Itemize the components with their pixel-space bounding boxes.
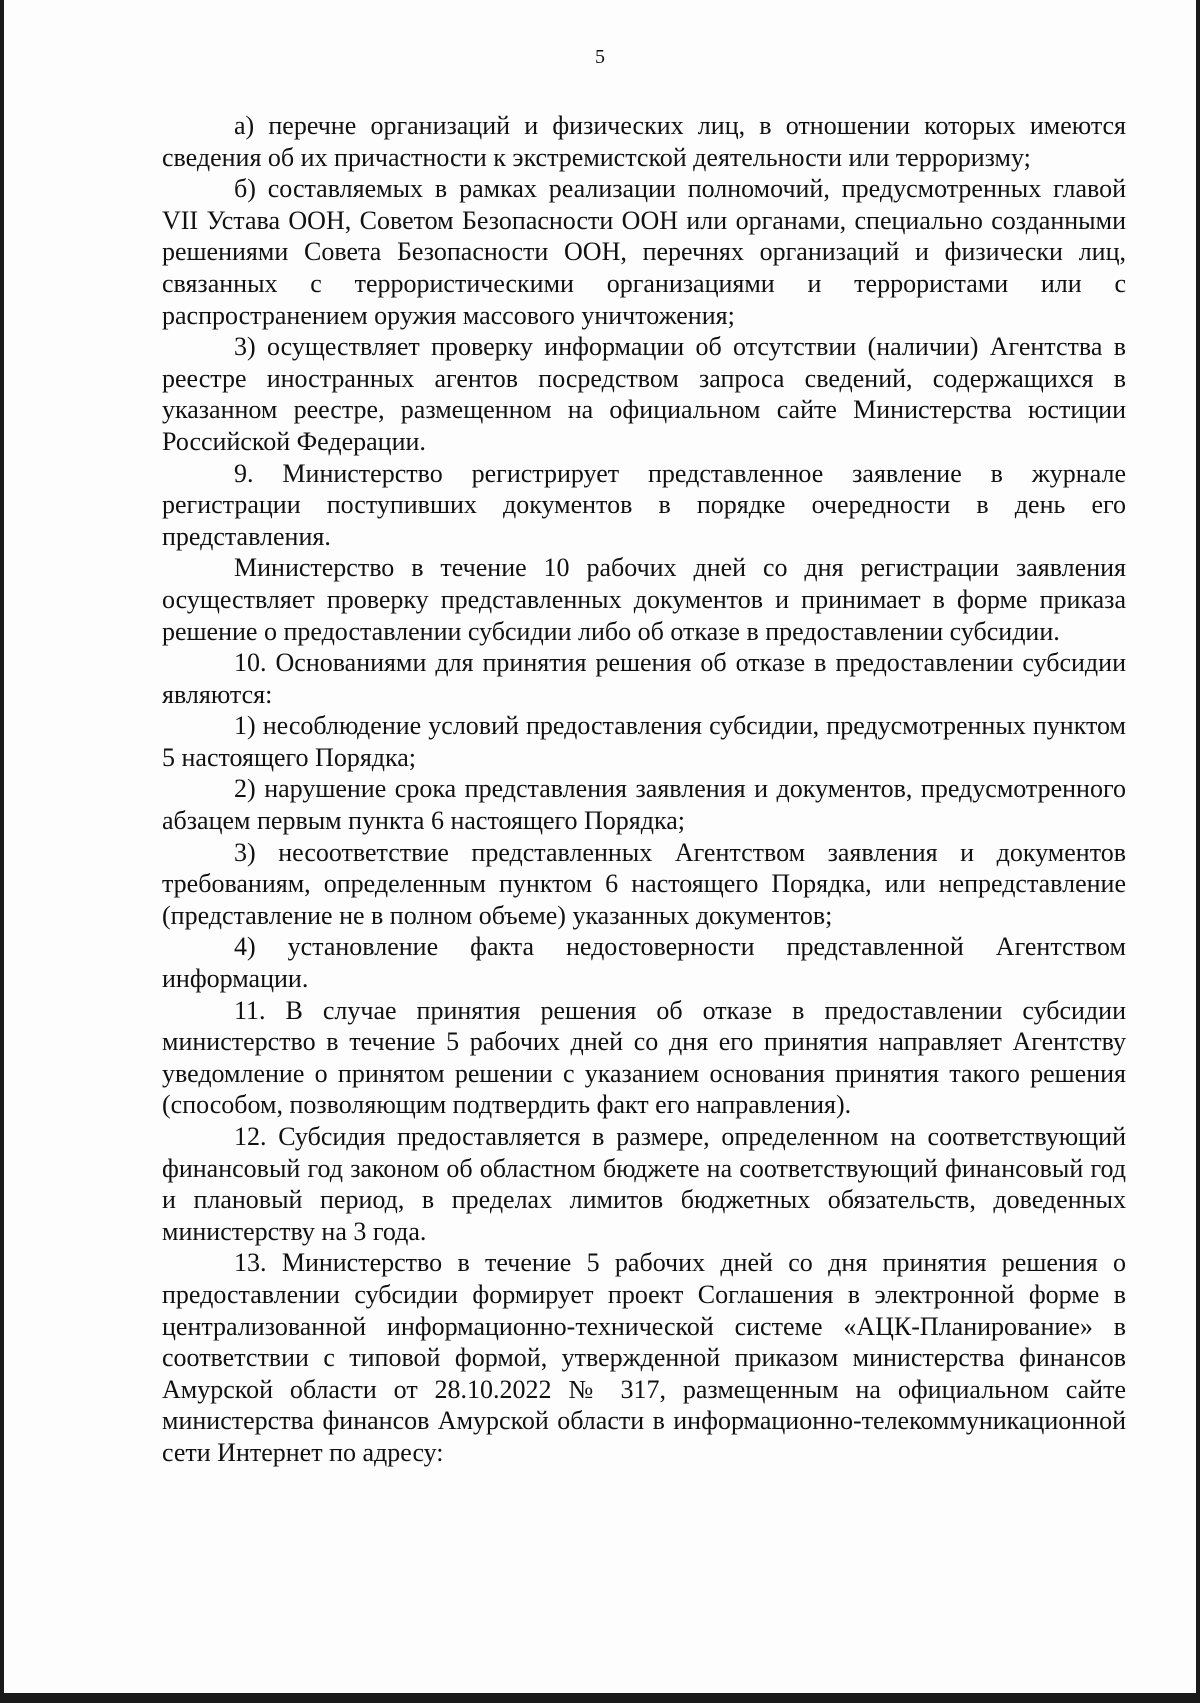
scan-edge-left xyxy=(0,0,4,1703)
paragraph-10-2: 2) нарушение срока представления заявления и документов, предусмотренного абзацем первым пункта 6 настоящего Порядка; xyxy=(162,774,1126,836)
scan-edge-right xyxy=(1196,0,1200,1703)
paragraph-10-4: 4) установление факта недостоверности представленной Агентством информации. xyxy=(162,932,1126,994)
paragraph-10-3: 3) несоответствие представленных Агентством заявления и документов требованиям, определенным пунктом 6 настоящего Порядка, или непредставление (представление не в полном объеме) указанных документов; xyxy=(162,837,1126,930)
paragraph-9-review: Министерство в течение 10 рабочих дней со дня регистрации заявления осуществляет проверку представленных документов и принимает в форме приказа решение о предоставлении субсидии либо об отказе в предоставлении субсидии. xyxy=(162,553,1126,646)
paragraph-3-foreign-agents-check: 3) осуществляет проверку информации об отсутствии (наличии) Агентства в реестре иностранных агентов посредством запроса сведений, содержащихся в указанном реестре, размещенном на официальном сайте Министерства юстиции Российской Федерации. xyxy=(162,332,1126,456)
page-number: 5 xyxy=(595,46,605,68)
paragraph-10-refusal-grounds: 10. Основаниями для принятия решения об отказе в предоставлении субсидии являются: xyxy=(162,648,1126,709)
paragraph-9-registration: 9. Министерство регистрирует представленное заявление в журнале регистрации поступивших документов в порядке очередности в день его представления. xyxy=(162,458,1126,551)
paragraph-b-un-lists: б) составляемых в рамках реализации полномочий, предусмотренных главой VII Устава ООН, Советом Безопасности ООН или органами, специально созданными решениями Совета Безопасности ООН, перечнях организаций и физически лиц, связанных с террористическими организациями и террористами или с распространением оружия массового уничтожения; xyxy=(162,174,1126,330)
paragraph-13-agreement: 13. Министерство в течение 5 рабочих дней со дня принятия решения о предоставлении субсидии формирует проект Соглашения в электронной форме в централизованной информационно-технической системе «АЦК-Планирование» в соответствии с типовой формой, утвержденной приказом министерства финансов Амурской области от 28.10.2022 № 317, размещенным на официальном сайте министерства финансов Амурской области в информационно-телекоммуникационной сети Интернет по адресу: xyxy=(162,1248,1126,1467)
paragraph-10-1: 1) несоблюдение условий предоставления субсидии, предусмотренных пунктом 5 настоящего Порядка; xyxy=(162,711,1126,772)
paragraph-11-notification: 11. В случае принятия решения об отказе в предоставлении субсидии министерство в течение 5 рабочих дней со дня его принятия направляет Агентству уведомление о принятом решении с указанием основания принятия такого решения (способом, позволяющим подтвердить факт его направления). xyxy=(162,995,1126,1120)
paragraph-a-extremism-list: а) перечне организаций и физических лиц, в отношении которых имеются сведения об их причастности к экстремистской деятельности или терроризму; xyxy=(162,111,1126,172)
scan-edge-bottom xyxy=(0,1693,1200,1703)
paragraph-12-subsidy-amount: 12. Субсидия предоставляется в размере, определенном на соответствующий финансовый год законом об областном бюджете на соответствующий финансовый год и плановый период, в пределах лимитов бюджетных обязательств, доведенных министерству на 3 года. xyxy=(162,1122,1126,1246)
document-body xyxy=(162,110,1126,1469)
